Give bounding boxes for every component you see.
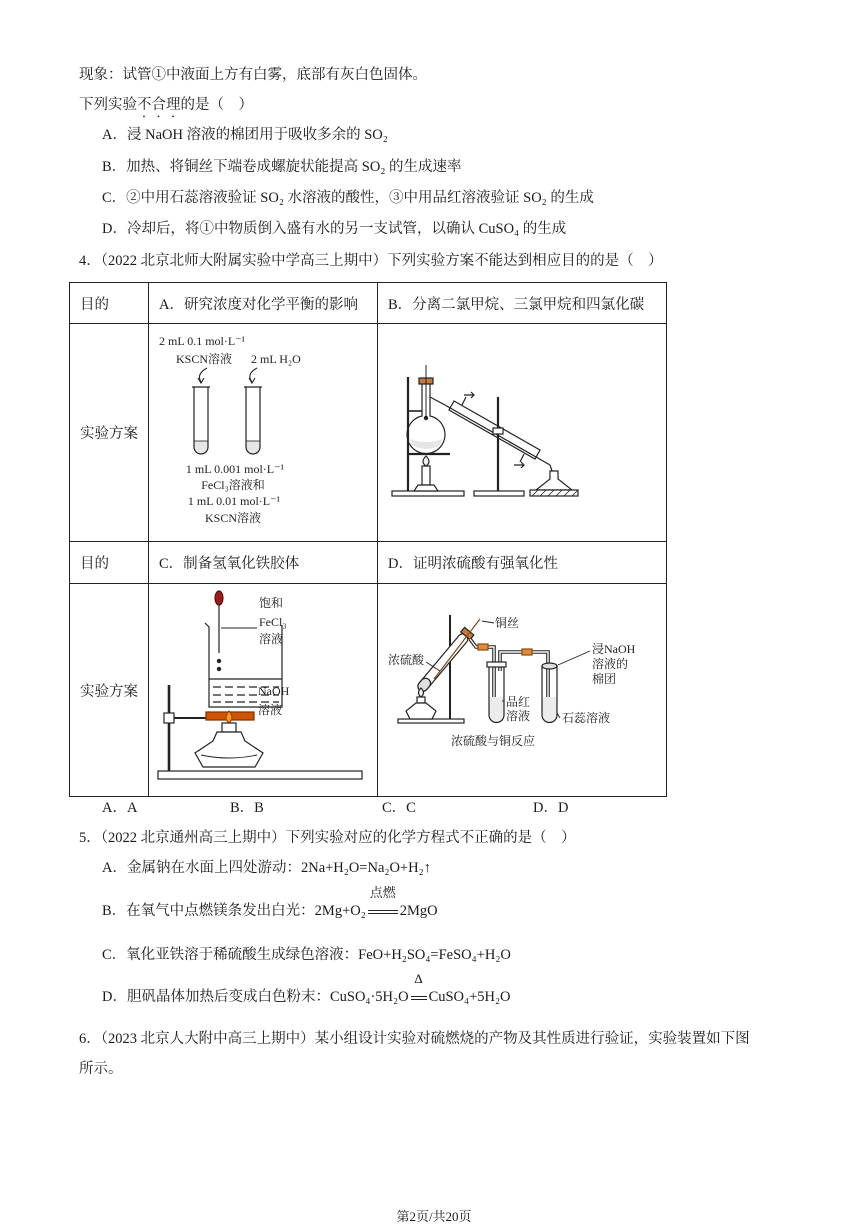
- q6-stem-line2: 所示。: [79, 1061, 123, 1077]
- diagram-d-box: [378, 585, 666, 796]
- copper-wire: [434, 619, 480, 679]
- table-row: [70, 324, 667, 542]
- reaction-condition-label: 点燃: [369, 885, 396, 900]
- cotton-leader-line: [558, 651, 590, 665]
- diagram-a-reagent2: 2 mL H₂O: [251, 351, 301, 366]
- diagram-a-base-line4: KSCN溶液: [204, 510, 262, 525]
- scheme-b-cell: [378, 324, 667, 542]
- diagram-c-dropper-label-2: FeCl₃: [259, 614, 287, 629]
- table-row: [70, 283, 667, 324]
- receiving-flask: [536, 471, 572, 490]
- alcohol-lamp: [195, 732, 263, 767]
- purpose-b-cell: B．分离二氯甲烷、三氯甲烷和四氯化碳: [378, 283, 667, 324]
- rubber-connector: [522, 649, 532, 655]
- q3-option-c: C．②中用石蕊溶液验证 SO₂ 水溶液的酸性，③中用品红溶液验证 SO₂ 的生成: [102, 190, 594, 206]
- diagram-a-base-line1: 1 mL 0.001 mol·L⁻¹: [185, 461, 285, 476]
- flask-liquid: [410, 439, 442, 449]
- rubber-connector: [478, 644, 488, 650]
- test-tube-2: [244, 387, 262, 454]
- diagram-a-base-line2: FeCl₃溶液和: [201, 477, 265, 492]
- q3-option-b: B．加热、将铜丝下端卷成螺旋状能提高 SO₂ 的生成速率: [102, 159, 462, 175]
- diagram-a-test-tubes: [149, 325, 377, 541]
- diagram-a-reagent1-amount: 2 mL 0.1 mol·L⁻¹: [159, 333, 246, 348]
- diagram-c-box: [149, 585, 377, 796]
- diagram-b-distillation: [378, 325, 666, 541]
- q5-option-d-product: CuSO₄+5H₂O: [428, 989, 511, 1005]
- double-line: [368, 910, 398, 914]
- purpose-label-cell: 目的: [70, 283, 149, 324]
- tube-2-liquid: [489, 697, 504, 723]
- diagram-a-box: [149, 325, 377, 541]
- diagram-c-dropper-label-1: 饱和: [259, 595, 284, 610]
- q4-experiment-table: [69, 282, 667, 797]
- diagram-c-dropper-label-3: 溶液: [259, 631, 284, 646]
- scheme-label-cell: 实验方案: [70, 324, 149, 542]
- burner-base: [414, 485, 438, 491]
- q5-stem: 5．（2022 北京通州高三上期中）下列实验对应的化学方程式不正确的是（ ）: [79, 830, 576, 846]
- diagram-d-cotton-label-3: 棉团: [592, 671, 617, 686]
- q3-stem-suffix: 的是（ ）: [180, 97, 253, 113]
- q4-choice-d: D．D: [533, 800, 569, 816]
- diagram-c-colloid-setup: [149, 585, 377, 796]
- q4-choice-c: C．C: [382, 800, 416, 816]
- purpose-a-cell: A．研究浓度对化学平衡的影响: [149, 283, 378, 324]
- q5-option-d: [102, 971, 511, 1007]
- diagram-d-tube2-label-2: 溶液: [506, 708, 531, 723]
- q3-option-a: A．浸 NaOH 溶液的棉团用于吸收多余的 SO₂: [102, 127, 388, 143]
- drop: [217, 659, 220, 662]
- dropper-bulb: [215, 591, 223, 605]
- right-stand-base: [474, 491, 524, 496]
- arrowhead-2: [249, 378, 255, 383]
- scheme-a-cell: [149, 324, 378, 542]
- condenser-clamp: [493, 428, 503, 434]
- tube-3-liquid: [542, 697, 557, 723]
- diagram-c-beaker-label-1: NaOH: [258, 683, 290, 698]
- q4-choice-a: A．A: [102, 800, 138, 816]
- reaction-condition: [368, 885, 398, 921]
- diagram-d-cotton-label-1: 浸NaOH: [592, 641, 636, 656]
- tube-2-stopper: [487, 662, 506, 667]
- diagram-d-wire-label: 铜丝: [495, 615, 520, 630]
- q4-choice-b: B．B: [230, 800, 264, 816]
- clamp-boss: [164, 713, 174, 723]
- q5-option-b-product: 2MgO: [399, 903, 438, 919]
- double-line: [411, 996, 427, 1000]
- page-number: 第2页/共20页: [396, 1209, 472, 1224]
- diagram-d-acid-copper-setup: [378, 585, 666, 796]
- thermometer-bulb: [424, 416, 427, 419]
- burner-flame: [423, 456, 429, 466]
- q3-stem-emphasis: 不合理: [137, 97, 181, 113]
- diagram-a-arrows: [198, 368, 257, 383]
- water-outlet-arrow: [462, 392, 474, 405]
- purpose-d-cell: D．证明浓硫酸有强氧化性: [378, 542, 667, 584]
- water-inlet-arrow: [514, 454, 524, 468]
- burner-tube: [422, 466, 430, 485]
- diagram-d-tube2-label-1: 品红: [506, 694, 531, 709]
- diagram-d-caption: 浓硫酸与铜反应: [451, 733, 536, 748]
- q5-option-b-text: B．在氧气中点燃镁条发出白光：2Mg+O₂: [102, 903, 366, 919]
- cotton-plug: [542, 663, 557, 669]
- diagram-a-reagent1-name: KSCN溶液: [176, 351, 233, 366]
- test-tube-1: [192, 387, 210, 454]
- q5-option-b: [102, 885, 438, 921]
- diagram-c-beaker-label-2: 溶液: [258, 702, 283, 717]
- drop: [217, 667, 220, 670]
- reaction-condition-label: Δ: [414, 971, 423, 986]
- wire-leader-line: [482, 621, 494, 623]
- q6-stem-line1: 6．（2023 北京人大附中高三上期中）某小组设计实验对硫燃烧的产物及其性质进行验证，实验装置如下图: [79, 1031, 750, 1047]
- test-tube-2: [487, 662, 506, 723]
- q4-stem: 4．（2022 北京北师大附属实验中学高三上期中）下列实验方案不能达到相应目的的是（ ）: [79, 253, 663, 269]
- lamp-neck: [222, 723, 236, 732]
- q5-option-a: A．金属钠在水面上四处游动：2Na+H₂O=Na₂O+H₂↑: [102, 860, 431, 876]
- diagram-a-base-line3: 1 mL 0.01 mol·L⁻¹: [187, 493, 281, 508]
- q5-option-c: C．氧化亚铁溶于稀硫酸生成绿色溶液：FeO+H₂SO₄=FeSO₄+H₂O: [102, 947, 511, 963]
- q3-phenomenon: 现象：试管①中液面上方有白雾，底部有灰白色固体。: [79, 67, 427, 83]
- left-stand-base: [392, 491, 464, 496]
- diagram-d-tube3-label: 石蕊溶液: [562, 710, 611, 725]
- diagram-d-cotton-label-2: 溶液的: [592, 656, 629, 671]
- arrowhead-1: [198, 378, 204, 383]
- stand-base: [158, 771, 362, 779]
- purpose-c-cell: C．制备氢氧化铁胶体: [149, 542, 378, 584]
- scheme-d-cell: [378, 584, 667, 797]
- q3-stem-prefix: 下列实验: [79, 97, 137, 113]
- alcohol-lamp: [406, 703, 436, 719]
- q5-option-d-text: D．胆矾晶体加热后变成白色粉末：CuSO₄·5H₂O: [102, 989, 409, 1005]
- q3-stem: [79, 95, 253, 121]
- table-row: [70, 584, 667, 797]
- scheme-label-cell: 实验方案: [70, 584, 149, 797]
- diagram-d-acid-label: 浓硫酸: [388, 652, 425, 667]
- purpose-label-cell: 目的: [70, 542, 149, 584]
- lamp-flame: [419, 688, 424, 697]
- q3-option-d: D．冷却后，将①中物质倒入盛有水的另一支试管，以确认 CuSO₄ 的生成: [102, 221, 567, 237]
- lamp-neck: [417, 697, 425, 703]
- diagram-b-box: [378, 325, 666, 541]
- table-row: [70, 542, 667, 584]
- flask-side-arm: [430, 397, 445, 405]
- scheme-c-cell: [149, 584, 378, 797]
- reaction-condition: [411, 971, 427, 1007]
